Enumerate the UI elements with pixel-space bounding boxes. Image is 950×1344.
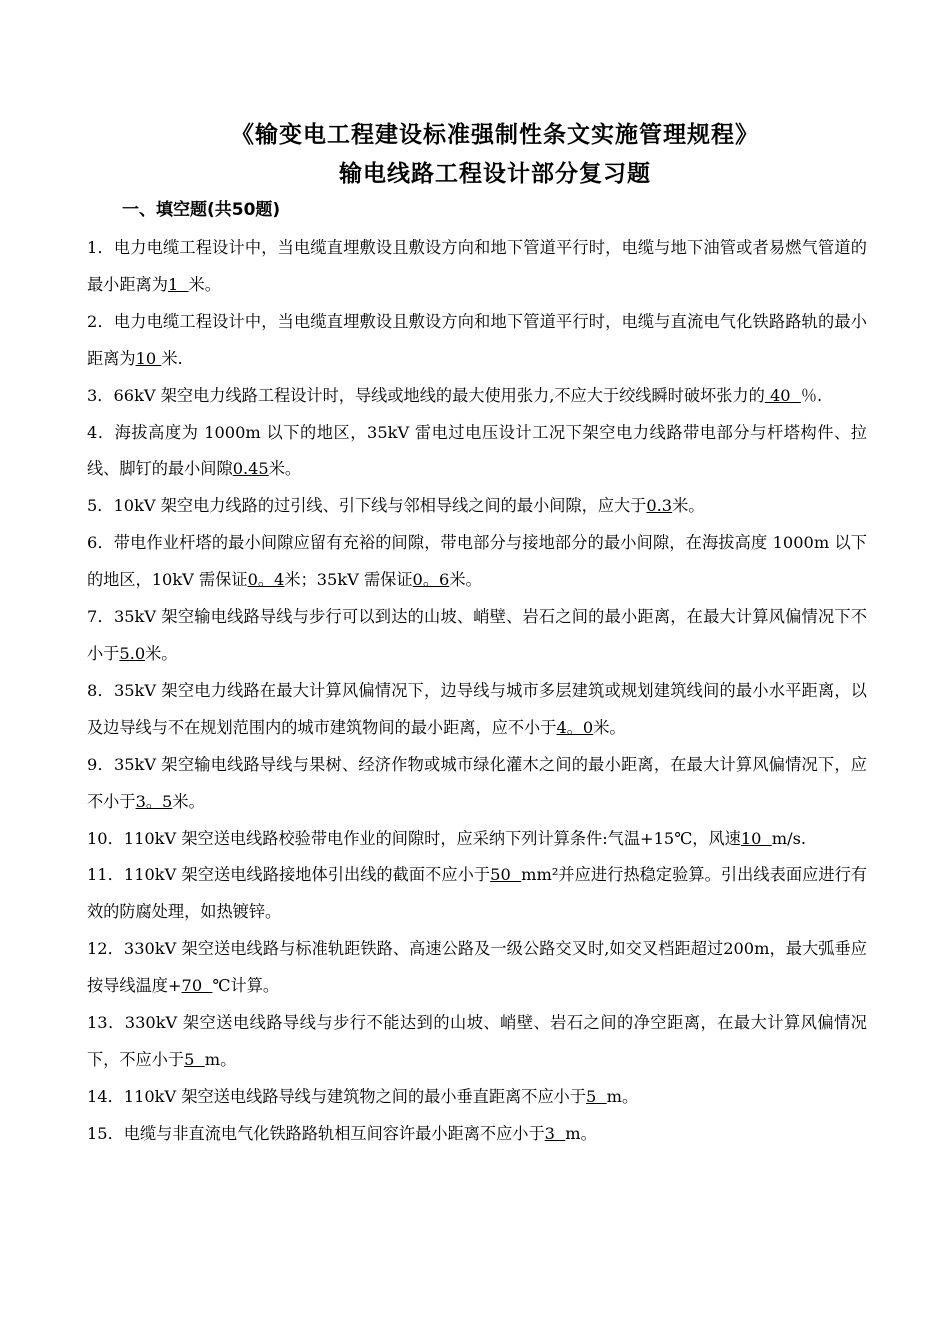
section-heading: 一、填空题(共50题): [122, 200, 281, 220]
question-4: 4．海拔高度为 1000m 以下的地区，35kV 雷电过电压设计工况下架空电力线路带电部分与杆塔构件、拉线、脚钉的最小间隙0.45米。: [87, 422, 867, 479]
answer-blank: 10: [135, 348, 162, 368]
question-6: 6．带电作业杆塔的最小间隙应留有充裕的间隙，带电部分与接地部分的最小间隙，在海拔高度 1000m 以下的地区，10kV 需保证0。4米；35kV 需保证0。6米。: [87, 533, 867, 590]
question-12: 12．330kV 架空送电线路与标准轨距铁路、高速公路及一级公路交叉时,如交叉档距超过200m，最大弧垂应按导线温度+70 ℃计算。: [87, 939, 867, 996]
answer-blank: 3: [544, 1123, 566, 1143]
question-10: 10．110kV 架空送电线路校验带电作业的间隙时，应采纳下列计算条件:气温+15℃，风速10 m/s.: [87, 828, 807, 848]
question-5: 5．10kV 架空电力线路的过引线、引下线与邻相导线之间的最小间隙，应大于0.3米。: [87, 496, 705, 516]
document-subtitle: 输电线路工程设计部分复习题: [339, 160, 651, 187]
answer-blank: 5: [184, 1049, 205, 1069]
answer-blank: 0.3: [646, 496, 673, 516]
document-title: 《输变电工程建设标准强制性条文实施管理规程》: [231, 121, 759, 148]
answer-blank: 0.45: [232, 459, 269, 479]
question-1: 1．电力电缆工程设计中，当电缆直埋敷设且敷设方向和地下管道平行时，电缆与地下油管或者易燃气管道的最小距离为1 米。: [87, 238, 867, 294]
question-3: 3．66kV 架空电力线路工程设计时，导线或地线的最大使用张力,不应大于绞线瞬时破坏张力的 40 ％.: [87, 385, 823, 405]
answer-blank: 3。5: [135, 791, 173, 811]
question-list: [87, 230, 867, 1153]
question-13: 13．330kV 架空送电线路导线与步行不能达到的山坡、峭壁、岩石之间的净空距离，在最大计算风偏情况下，不应小于5 m。: [87, 1013, 867, 1069]
answer-blank: 70: [181, 976, 213, 996]
question-9: 9．35kV 架空输电线路导线与果树、经济作物或城市绿化灌木之间的最小距离，在最大计算风偏情况下，应不小于3。5米。: [87, 754, 867, 811]
question-15: 15．电缆与非直流电气化铁路路轨相互间容许最小距离不应小于3 m。: [87, 1123, 597, 1143]
answer-blank: 10: [740, 828, 772, 848]
answer-blank: 0。6: [412, 570, 450, 590]
answer-blank: 1: [167, 274, 189, 294]
question-2: 2．电力电缆工程设计中，当电缆直埋敷设且敷设方向和地下管道平行时，电缆与直流电气化铁路路轨的最小距离为10 米.: [87, 311, 867, 368]
question-14: 14．110kV 架空送电线路导线与建筑物之间的最小垂直距离不应小于5 m。: [87, 1086, 639, 1106]
answer-blank: 5.0: [119, 643, 146, 663]
answer-blank: 40: [764, 385, 801, 405]
question-7: 7．35kV 架空输电线路导线与步行可以到达的山坡、峭壁、岩石之间的最小距离，在最大计算风偏情况下不小于5.0米。: [87, 607, 867, 663]
answer-blank: 4。0: [556, 717, 594, 737]
question-11: 11．110kV 架空送电线路接地体引出线的截面不应小于50 mm²并应进行热稳定验算。引出线表面应进行有效的防腐处理，如热镀锌。: [87, 865, 868, 922]
question-8: 8．35kV 架空电力线路在最大计算风偏情况下，边导线与城市多层建筑或规划建筑线间的最小水平距离，以及边导线与不在规划范围内的城市建筑物间的最小距离，应不小于4。0米。: [87, 680, 867, 737]
answer-blank: 50: [490, 865, 522, 885]
answer-blank: 5: [586, 1086, 607, 1106]
answer-blank: 0。4: [247, 570, 285, 590]
